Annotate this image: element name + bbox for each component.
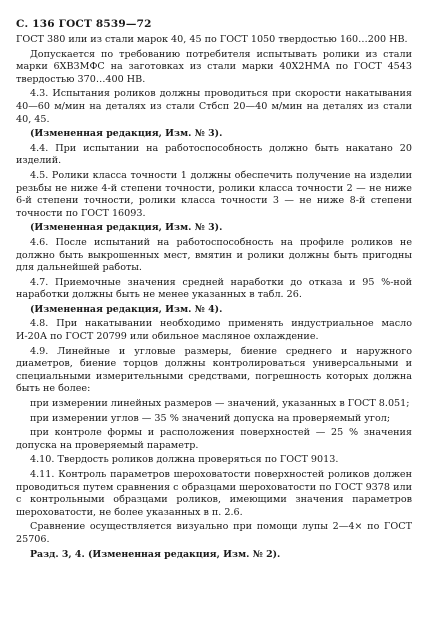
paragraph-linear-measure: при измерении линейных размеров — значений, указанных в ГОСТ 8.051; [30,398,410,410]
paragraph-4-11: 4.11. Контроль параметров шероховатости поверхностей роликов должен проводиться путем сравнения с образцами шероховатости по ГОСТ 9378 или с контрольными образцами роликов, имеющими значения параметров шероховатости, не более указанных в п. 2.6. [16,469,412,518]
paragraph-angle-measure: при измерении углов — 35 % значений допуска на проверяемый угол; [30,412,391,424]
paragraph-4-7: 4.7. Приемочные значения средней наработки до отказа и 95 %-ной наработки должны быть не менее указанных в табл. 26. [16,276,412,301]
paragraph-4-3: 4.3. Испытания роликов должны проводиться при скорости накатывания 40—60 м/мин на деталях из стали Стбсп 20—40 м/мин на деталях из стали 40, 45. [16,88,412,125]
amendment-note-final: Разд. 3, 4. (Измененная редакция, Изм. № 2). [30,548,281,560]
amendment-note: (Измененная редакция, Изм. № 3). [30,222,223,234]
paragraph-form-control: при контроле формы и расположения поверхностей — 25 % значения допуска на проверяемый параметр. [16,427,412,451]
paragraph-4-10: 4.10. Твердость роликов должна проверяться по ГОСТ 9013. [30,454,339,466]
paragraph-comparison: Сравнение осуществляется визуально при помощи лупы 2—4× по ГОСТ 25706. [16,521,412,545]
amendment-note: (Измененная редакция, Изм. № 3). [30,128,223,140]
paragraph-continuation: ГОСТ 380 или из стали марок 40, 45 по ГОСТ 1050 твердостью 160…200 НВ. [16,34,408,45]
amendment-note: (Измененная редакция, Изм. № 4). [30,303,223,315]
document-page [16,14,412,563]
paragraph-4-5: 4.5. Ролики класса точности 1 должны обеспечить получение на изделии резьбы не ниже 4-й степени точности, ролики класса точности 2 — не ниже 6-й степени точности, ролики класса точности 3 — не ниже 8-й степени точности по ГОСТ 16093. [16,169,412,219]
paragraph-allowance: Допускается по требованию потребителя испытывать ролики из стали марки 6ХВ3МФС на заготовках из стали марки 40Х2НМА по ГОСТ 4543 твердостью 370…400 НВ. [16,48,412,85]
paragraph-4-4: 4.4. При испытании на работоспособность должно быть накатано 20 изделий. [16,142,412,167]
paragraph-4-8: 4.8. При накатывании необходимо применять индустриальное масло И-20А по ГОСТ 20799 или обильное масляное охлаждение. [16,318,412,343]
paragraph-4-9: 4.9. Линейные и угловые размеры, биение среднего и наружного диаметров, биение торцов должны контролироваться универсальными и специальными измерительными средствами, погрешность которых должна быть не более: [16,345,412,395]
page-header: С. 136 ГОСТ 8539—72 [16,18,152,30]
paragraph-4-6: 4.6. После испытаний на работоспособность на профиле роликов не должно быть выкрошенных мест, вмятин и ролики должны быть пригодны для дальнейшей работы. [16,236,412,274]
